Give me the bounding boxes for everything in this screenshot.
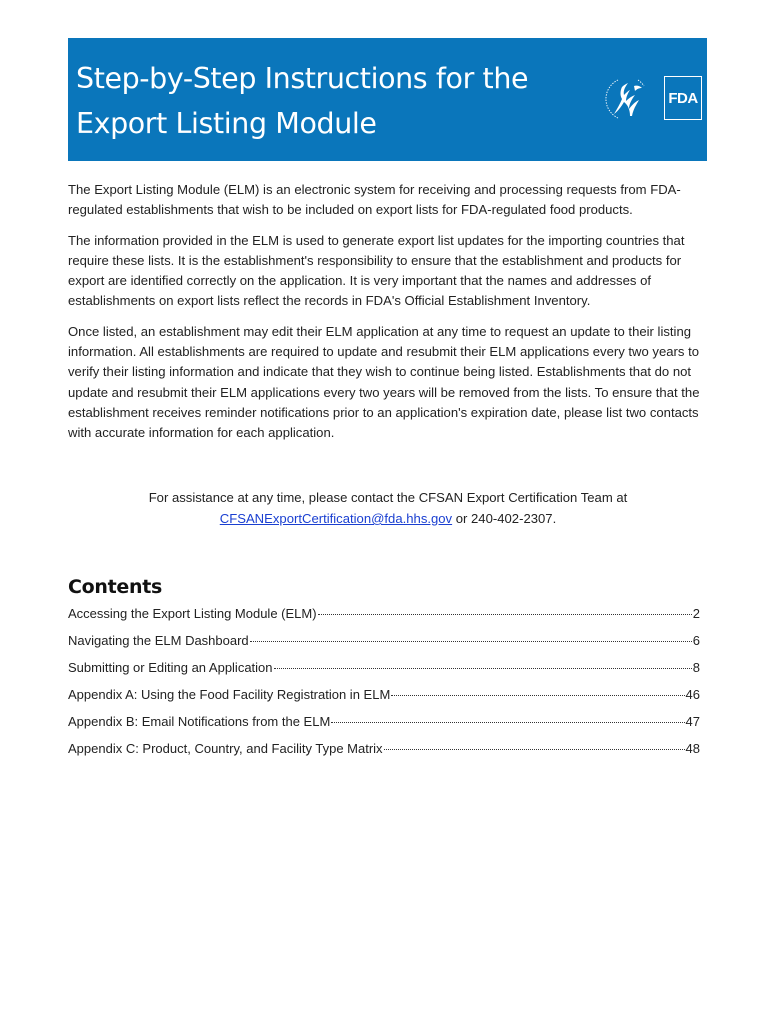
intro-paragraph: Once listed, an establishment may edit their ELM application at any time to request an update to their listing information. All establishments are required to update and resubmit their ELM applications every two years to verify their listing information and indicate that they wish to continue being listed. Establishments that do not update and resubmit their ELM applications every two years will be removed from the lists. To ensure that the establishment receives reminder notifications prior to an application's expiration date, please list two contacts with accurate information for each application.: [68, 324, 700, 441]
toc-dot-leader: [391, 695, 684, 696]
toc-entry[interactable]: [68, 711, 700, 738]
toc-dot-leader: [250, 641, 692, 642]
toc-entry[interactable]: [68, 738, 700, 765]
intro-paragraph: The Export Listing Module (ELM) is an electronic system for receiving and processing requests from FDA-regulated establishments that wish to be included on export lists for FDA-regulated food products.: [68, 182, 681, 218]
title-banner: [68, 38, 707, 161]
toc-entry-title: Submitting or Editing an Application: [68, 660, 273, 675]
toc-entry[interactable]: [68, 657, 700, 684]
assistance-contact: [68, 508, 708, 529]
intro-text: [68, 180, 708, 454]
title-line-1: Step-by-Step Instructions for the: [76, 62, 529, 95]
toc-dot-leader: [384, 749, 685, 750]
toc-dot-leader: [331, 722, 684, 723]
title-line-2: Export Listing Module: [76, 107, 377, 140]
fda-logo: FDA: [664, 76, 702, 120]
phone-text: or 240-402-2307.: [452, 511, 557, 526]
toc-entry[interactable]: [68, 684, 700, 711]
toc-entry-title: Accessing the Export Listing Module (ELM): [68, 606, 317, 621]
toc-page-number: 8: [692, 660, 700, 675]
toc-dot-leader: [318, 614, 692, 615]
toc-entry-title: Appendix C: Product, Country, and Facility Type Matrix: [68, 741, 383, 756]
toc-page-number: 6: [692, 633, 700, 648]
toc-page-number: 47: [685, 714, 700, 729]
toc-entry[interactable]: [68, 630, 700, 657]
hhs-eagle-seal-icon: [604, 74, 652, 124]
email-link[interactable]: CFSANExportCertification@fda.hhs.gov: [219, 511, 453, 526]
toc-entry[interactable]: [68, 603, 700, 630]
assistance-note: [68, 487, 708, 529]
toc-entry-title: Navigating the ELM Dashboard: [68, 633, 249, 648]
assistance-text: For assistance at any time, please contact the CFSAN Export Certification Team at: [148, 490, 628, 505]
toc-page-number: 48: [685, 741, 700, 756]
table-of-contents: [68, 603, 700, 765]
intro-paragraph: The information provided in the ELM is used to generate export list updates for the importing countries that require these lists. It is the establishment's responsibility to ensure that the establishment and products for export are identified correctly on the application. It is very important that the names and addresses of establishments on export lists reflect the records in FDA's Official Establishment Inventory.: [68, 232, 685, 309]
toc-page-number: 46: [685, 687, 700, 702]
toc-dot-leader: [274, 668, 692, 669]
document-title: [76, 56, 528, 146]
contents-heading: Contents: [68, 576, 163, 598]
toc-page-number: 2: [692, 606, 700, 621]
toc-entry-title: Appendix B: Email Notifications from the ELM: [68, 714, 331, 729]
toc-entry-title: Appendix A: Using the Food Facility Registration in ELM: [68, 687, 391, 702]
